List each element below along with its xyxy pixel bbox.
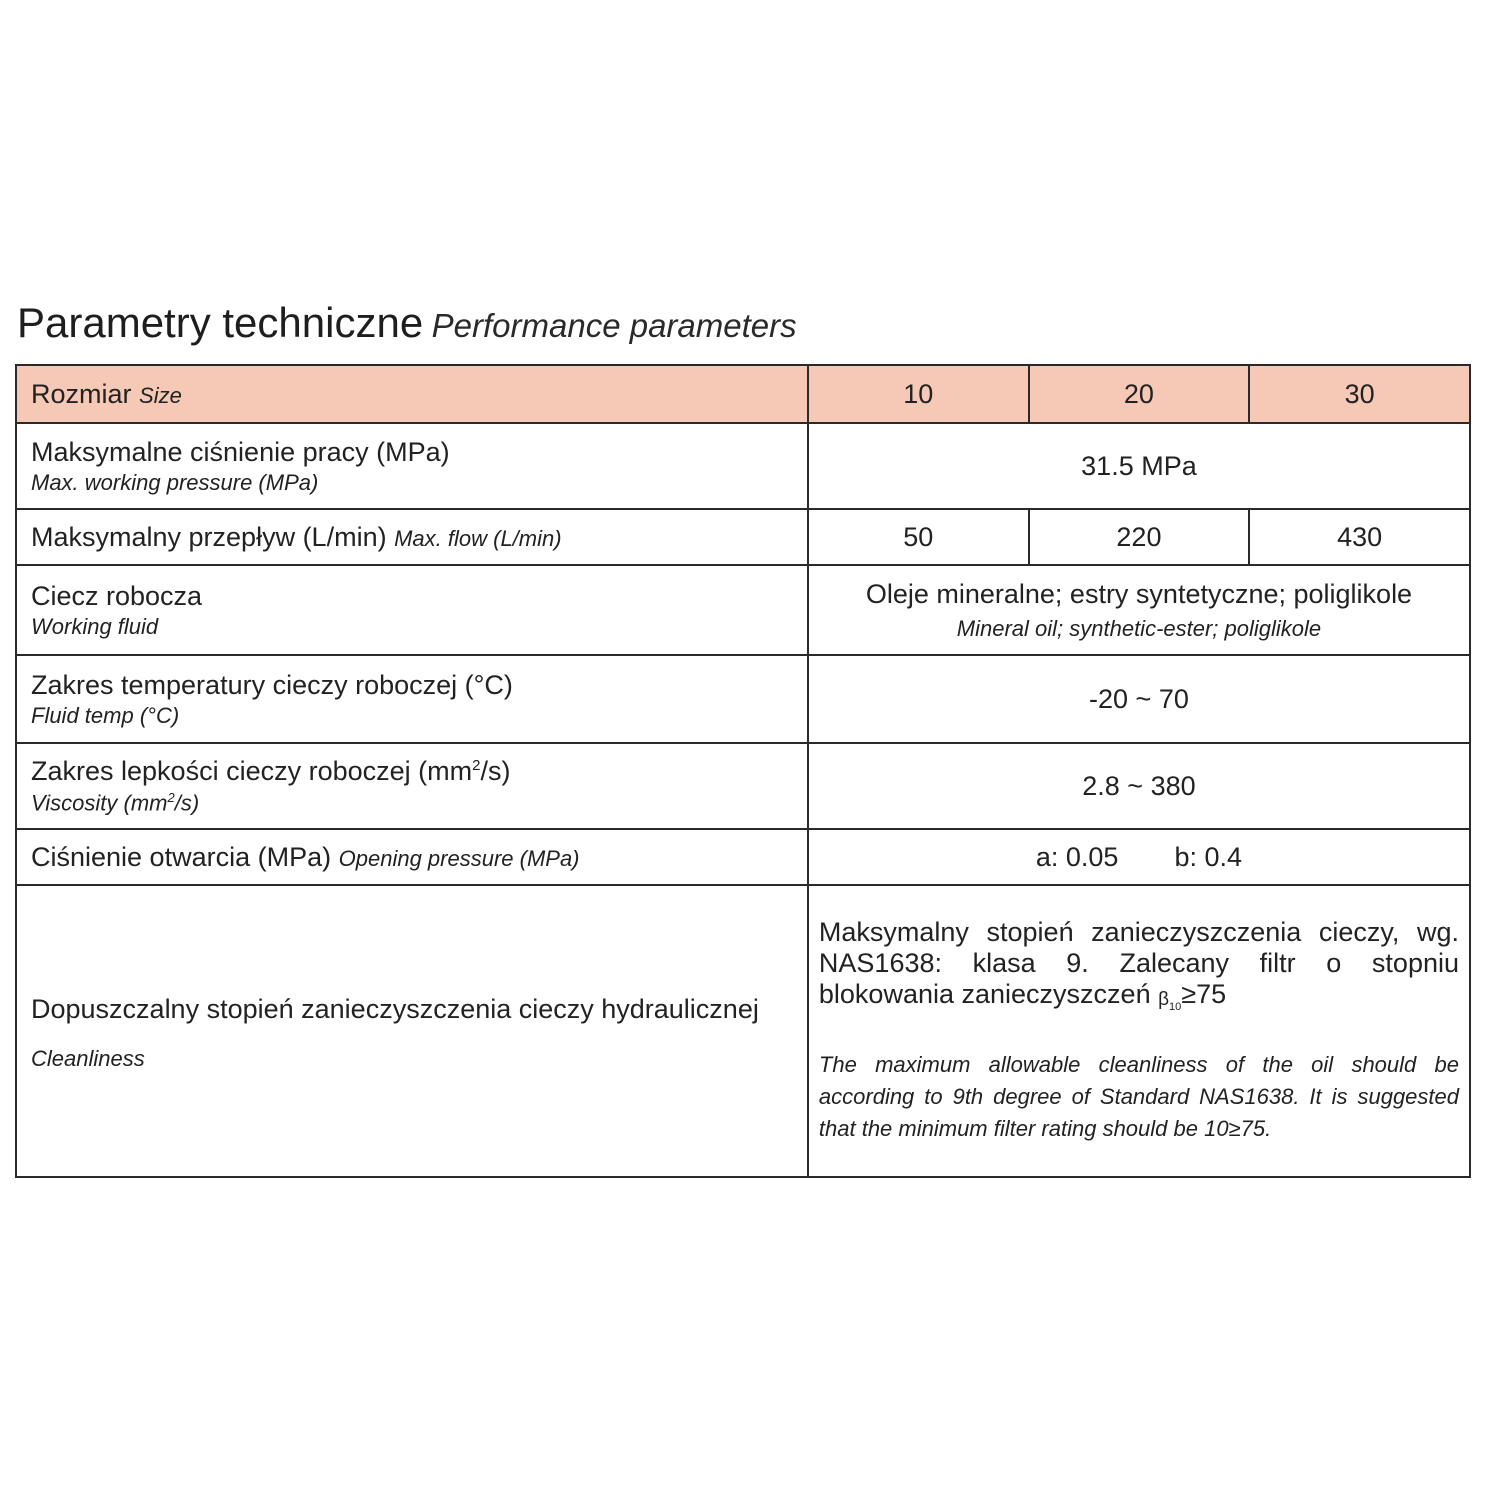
cleanliness-value-pl [819,917,1459,1014]
viscosity-label-en-text: Viscosity (mm [31,790,168,816]
fluid-temp-label-pl: Zakres temperatury cieczy roboczej (°C) [31,669,513,700]
header-size-label-pl: Rozmiar [31,378,132,409]
cleanliness-label-pl: Dopuszczalny stopień zanieczyszczenia cieczy hydraulicznej [31,993,759,1024]
viscosity-label-pl-sup: 2 [472,757,481,775]
opening-pressure-label-en: Opening pressure (MPa) [338,845,580,871]
table-row-working-fluid [16,565,1470,655]
viscosity-value: 2.8 ~ 380 [808,743,1470,829]
opening-pressure-label-pl: Ciśnienie otwarcia (MPa) [31,841,332,872]
viscosity-label-en-sup: 2 [167,789,175,805]
cleanliness-value-en: The maximum allowable cleanliness of the oil should be according to 9th degree of Standard NAS1638. It is suggested that the minimum filter rating should be 10≥75. [818,1052,1459,1142]
table-row-max-flow [16,509,1470,565]
working-fluid-value-pl: Oleje mineralne; estry syntetyczne; poliglikole [865,578,1413,609]
table-row-max-pressure [16,423,1470,509]
max-pressure-label-en: Max. working pressure (MPa) [31,470,319,495]
fluid-temp-label-en: Fluid temp (°C) [31,703,180,728]
table-header-row [16,365,1470,423]
working-fluid-label-pl: Ciecz robocza [31,580,203,611]
beta-letter: β [1158,988,1170,1010]
opening-pressure-a: a: 0.05 [1035,841,1119,872]
max-flow-label-en: Max. flow (L/min) [394,525,562,551]
max-flow-label [16,509,808,565]
max-flow-size-10: 50 [808,509,1029,565]
viscosity-label-en-unit: /s) [174,790,200,816]
header-size-20: 20 [1029,365,1250,423]
max-pressure-value: 31.5 MPa [808,423,1470,509]
viscosity-label-pl-text: Zakres lepkości cieczy roboczej (mm [31,756,473,787]
header-size-30: 30 [1249,365,1470,423]
working-fluid-label-en: Working fluid [31,614,159,639]
header-size-label-en: Size [139,382,182,408]
working-fluid-value-en: Mineral oil; synthetic-ester; poliglikole [956,616,1322,641]
table-row-cleanliness [16,885,1470,1177]
performance-parameters-table [15,364,1471,1178]
beta-subscript: 10 [1169,1000,1182,1013]
fluid-temp-label [16,655,808,743]
max-flow-label-pl: Maksymalny przepływ (L/min) [31,521,387,552]
cleanliness-value-pl-text: Maksymalny stopień zanieczyszczenia cieczy, wg. NAS1638: klasa 9. Zalecany filtr o stopniu blokowania zanieczyszczeń [818,916,1459,1009]
cleanliness-value-pl-tail: ≥75 [1181,978,1227,1009]
header-size-label [16,365,808,423]
viscosity-label-en [31,790,793,817]
header-size-10: 10 [808,365,1029,423]
viscosity-label-pl-unit: /s) [480,756,511,787]
cleanliness-value [808,885,1470,1177]
max-pressure-label-pl: Maksymalne ciśnienie pracy (MPa) [31,436,450,467]
working-fluid-label [16,565,808,655]
page-title [17,299,797,346]
table-row-viscosity [16,743,1470,829]
beta-symbol [1158,988,1182,1013]
title-polish: Parametry techniczne [17,299,424,346]
table-row-opening-pressure [16,829,1470,885]
fluid-temp-value: -20 ~ 70 [808,655,1470,743]
opening-pressure-b: b: 0.4 [1174,841,1243,872]
max-pressure-label [16,423,808,509]
cleanliness-label [16,885,808,1177]
max-flow-size-20: 220 [1029,509,1250,565]
max-flow-size-30: 430 [1249,509,1470,565]
table-row-fluid-temp [16,655,1470,743]
opening-pressure-value [808,829,1470,885]
working-fluid-value [808,565,1470,655]
viscosity-label-pl [31,756,510,786]
opening-pressure-label [16,829,808,885]
cleanliness-label-en: Cleanliness [31,1045,145,1071]
title-english: Performance parameters [431,307,797,344]
viscosity-label [16,743,808,829]
